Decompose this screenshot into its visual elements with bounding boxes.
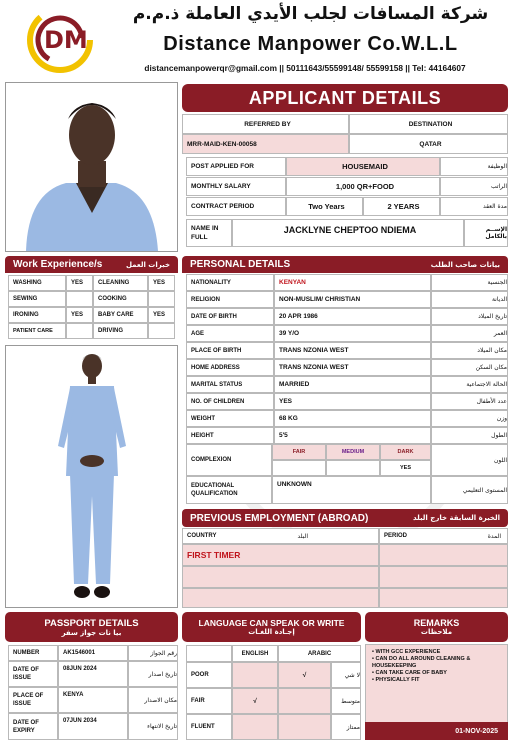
contract-value-1: Two Years	[286, 197, 363, 216]
passport-value: 07JUN 2034	[58, 713, 128, 740]
period-cell	[379, 544, 508, 566]
personal-label: AGE	[186, 325, 274, 342]
passport-label: PLACE OF ISSUE	[8, 687, 58, 713]
passport-ar: تاريخ الانتهاء	[128, 713, 178, 740]
arabic-mark	[278, 688, 331, 714]
language-level: FAIR	[186, 688, 232, 714]
first-timer-row: FIRST TIMER	[182, 544, 379, 566]
personal-value: MARRIED	[274, 376, 431, 393]
remarks-list	[366, 645, 507, 684]
personal-label: NO. OF CHILDREN	[186, 393, 274, 410]
skill-label: PATIENT CARE	[8, 323, 66, 339]
period-column-header: PERIOD المدة	[379, 528, 508, 544]
education-value: UNKNOWN	[272, 476, 431, 504]
remark-item: • CAN TAKE CARE OF BABY	[372, 670, 447, 676]
logo-icon	[22, 2, 104, 74]
personal-ar: عدد الأطفال	[431, 393, 508, 410]
applicant-headshot	[5, 82, 178, 252]
skill-label: DRIVING	[93, 323, 148, 339]
salary-label: MONTHLY SALARY	[186, 177, 286, 196]
english-mark	[232, 662, 278, 688]
passport-value: AK1546001	[58, 645, 128, 661]
passport-label: NUMBER	[8, 645, 58, 661]
company-name-ar: شركة المسافات لجلب الأيدي العاملة ذ.م.م	[132, 4, 489, 24]
language-level: FLUENT	[186, 714, 232, 740]
work-experience-header: Work Experience/s خبرات العمل	[5, 256, 178, 273]
personal-ar: الطول	[431, 427, 508, 444]
arabic-mark	[278, 714, 331, 740]
referred-by-label: REFERRED BY	[182, 114, 349, 134]
complexion-label: COMPLEXION	[186, 444, 272, 476]
personal-ar: الجنسية	[431, 274, 508, 291]
passport-details-header: PASSPORT DETAILS بيا نات جواز سفر	[5, 612, 178, 642]
personal-value: YES	[274, 393, 431, 410]
skill-label: CLEANING	[93, 275, 148, 291]
remarks-header: REMARKS ملاحظات	[365, 612, 508, 642]
skill-label: WASHING	[8, 275, 66, 291]
complexion-option-fair: FAIR	[272, 444, 326, 460]
nationality-value: KENYAN	[274, 274, 431, 291]
personal-ar: مكان السكن	[431, 359, 508, 376]
arabic-mark: √	[278, 662, 331, 688]
passport-ar: رقم الجواز	[128, 645, 178, 661]
referred-by-value: MRR-MAID-KEN-00058	[182, 134, 349, 154]
complexion-option-medium: MEDIUM	[326, 444, 380, 460]
personal-ar: وزن	[431, 410, 508, 427]
skill-value: YES	[66, 307, 93, 323]
personal-value: NON-MUSLIM/ CHRISTIAN	[274, 291, 431, 308]
passport-value: KENYA	[58, 687, 128, 713]
personal-label: PLACE OF BIRTH	[186, 342, 274, 359]
skill-value: YES	[148, 275, 175, 291]
complexion-ar: اللون	[431, 444, 508, 476]
contact-line: distancemanpowerqr@gmail.com || 50111643/55599148/ 55599158 || Tel: 44164607	[144, 63, 466, 73]
complexion-option-dark: DARK	[380, 444, 431, 460]
complexion-medium-mark	[326, 460, 380, 476]
personal-ar: تاريخ الميلاد	[431, 308, 508, 325]
skill-value	[148, 291, 175, 307]
language-header: LANGUAGE CAN SPEAK OR WRITE إجـادة اللغـات	[182, 612, 361, 642]
remarks-date: 01-NOV-2025	[365, 722, 508, 740]
skill-value: YES	[66, 275, 93, 291]
applicant-full-body-photo	[5, 345, 178, 608]
personal-details-header: PERSONAL DETAILS بيانات صاحب الطلب	[182, 256, 508, 273]
skill-value	[66, 291, 93, 307]
contract-label: CONTRACT PERIOD	[186, 197, 286, 216]
arabic-column-header: ARABIC	[278, 645, 361, 662]
personal-value: 39 Y/O	[274, 325, 431, 342]
post-label: POST APPLIED FOR	[186, 157, 286, 176]
language-ar: ممتاز	[331, 714, 361, 740]
personal-label: WEIGHT	[186, 410, 274, 427]
personal-label: DATE OF BIRTH	[186, 308, 274, 325]
skill-label: IRONING	[8, 307, 66, 323]
personal-ar: العمر	[431, 325, 508, 342]
contract-ar: مدة العقد	[440, 197, 508, 216]
personal-label: HEIGHT	[186, 427, 274, 444]
english-mark: √	[232, 688, 278, 714]
skill-label: SEWING	[8, 291, 66, 307]
skill-label: COOKING	[93, 291, 148, 307]
language-ar: لا شي	[331, 662, 361, 688]
name-ar: الإســم بالكامل	[464, 219, 508, 247]
personal-value: 20 APR 1986	[274, 308, 431, 325]
previous-employment-header: PREVIOUS EMPLOYMENT (ABROAD) الخبرة السابقة خارج البلد	[182, 509, 508, 527]
skill-value	[66, 323, 93, 339]
passport-value: 08JUN 2024	[58, 661, 128, 687]
post-value: HOUSEMAID	[286, 157, 440, 176]
personal-value: TRANS NZONIA WEST	[274, 342, 431, 359]
personal-label: MARITAL STATUS	[186, 376, 274, 393]
education-ar: المستوى التعليمي	[431, 476, 508, 504]
name-label: NAME IN FULL	[186, 219, 232, 247]
applicant-details-banner: APPLICANT DETAILS	[182, 84, 508, 112]
language-ar: متوسط	[331, 688, 361, 714]
name-value: JACKLYNE CHEPTOO NDIEMA	[232, 219, 464, 247]
remark-item: • CAN DO ALL AROUND CLEANING & HOUSEKEEPING	[372, 656, 471, 669]
personal-ar: مكان الميلاد	[431, 342, 508, 359]
contract-value-2: 2 YEARS	[363, 197, 440, 216]
personal-ar: الديانة	[431, 291, 508, 308]
personal-value: TRANS NZONIA WEST	[274, 359, 431, 376]
salary-value: 1,000 QR+FOOD	[286, 177, 440, 196]
personal-label: HOME ADDRESS	[186, 359, 274, 376]
passport-ar: تاريخ اصدار	[128, 661, 178, 687]
remark-item: • PHYSICALLY FIT	[372, 677, 420, 683]
personal-value: 68 KG	[274, 410, 431, 427]
remark-item: • WITH GCC EXPERIENCE	[372, 649, 441, 655]
period-cell	[379, 588, 508, 608]
language-level: POOR	[186, 662, 232, 688]
destination-value: QATAR	[349, 134, 508, 154]
company-logo	[22, 2, 104, 74]
skill-label: BABY CARE	[93, 307, 148, 323]
country-column-header: COUNTRY البلد	[182, 528, 379, 544]
skill-value	[148, 323, 175, 339]
company-name-en: Distance Manpower Co.W.L.L	[163, 33, 458, 55]
skill-value: YES	[148, 307, 175, 323]
destination-label: DESTINATION	[349, 114, 508, 134]
personal-value: 5'5	[274, 427, 431, 444]
complexion-dark-mark: YES	[380, 460, 431, 476]
language-corner	[186, 645, 232, 662]
svg-text:DM: DM	[44, 26, 88, 54]
post-ar: الوظيفة	[440, 157, 508, 176]
salary-ar: الراتب	[440, 177, 508, 196]
personal-label: RELIGION	[186, 291, 274, 308]
passport-label: DATE OF EXPIRY	[8, 713, 58, 740]
country-cell	[182, 588, 379, 608]
complexion-fair-mark	[272, 460, 326, 476]
education-label: EDUCATIONAL QUALIFICATION	[186, 476, 272, 504]
passport-label: DATE OF ISSUE	[8, 661, 58, 687]
english-column-header: ENGLISH	[232, 645, 278, 662]
country-cell	[182, 566, 379, 588]
english-mark	[232, 714, 278, 740]
personal-ar: الحالة الاجتماعية	[431, 376, 508, 393]
period-cell	[379, 566, 508, 588]
personal-label: NATIONALITY	[186, 274, 274, 291]
passport-ar: مكان الاصدار	[128, 687, 178, 713]
